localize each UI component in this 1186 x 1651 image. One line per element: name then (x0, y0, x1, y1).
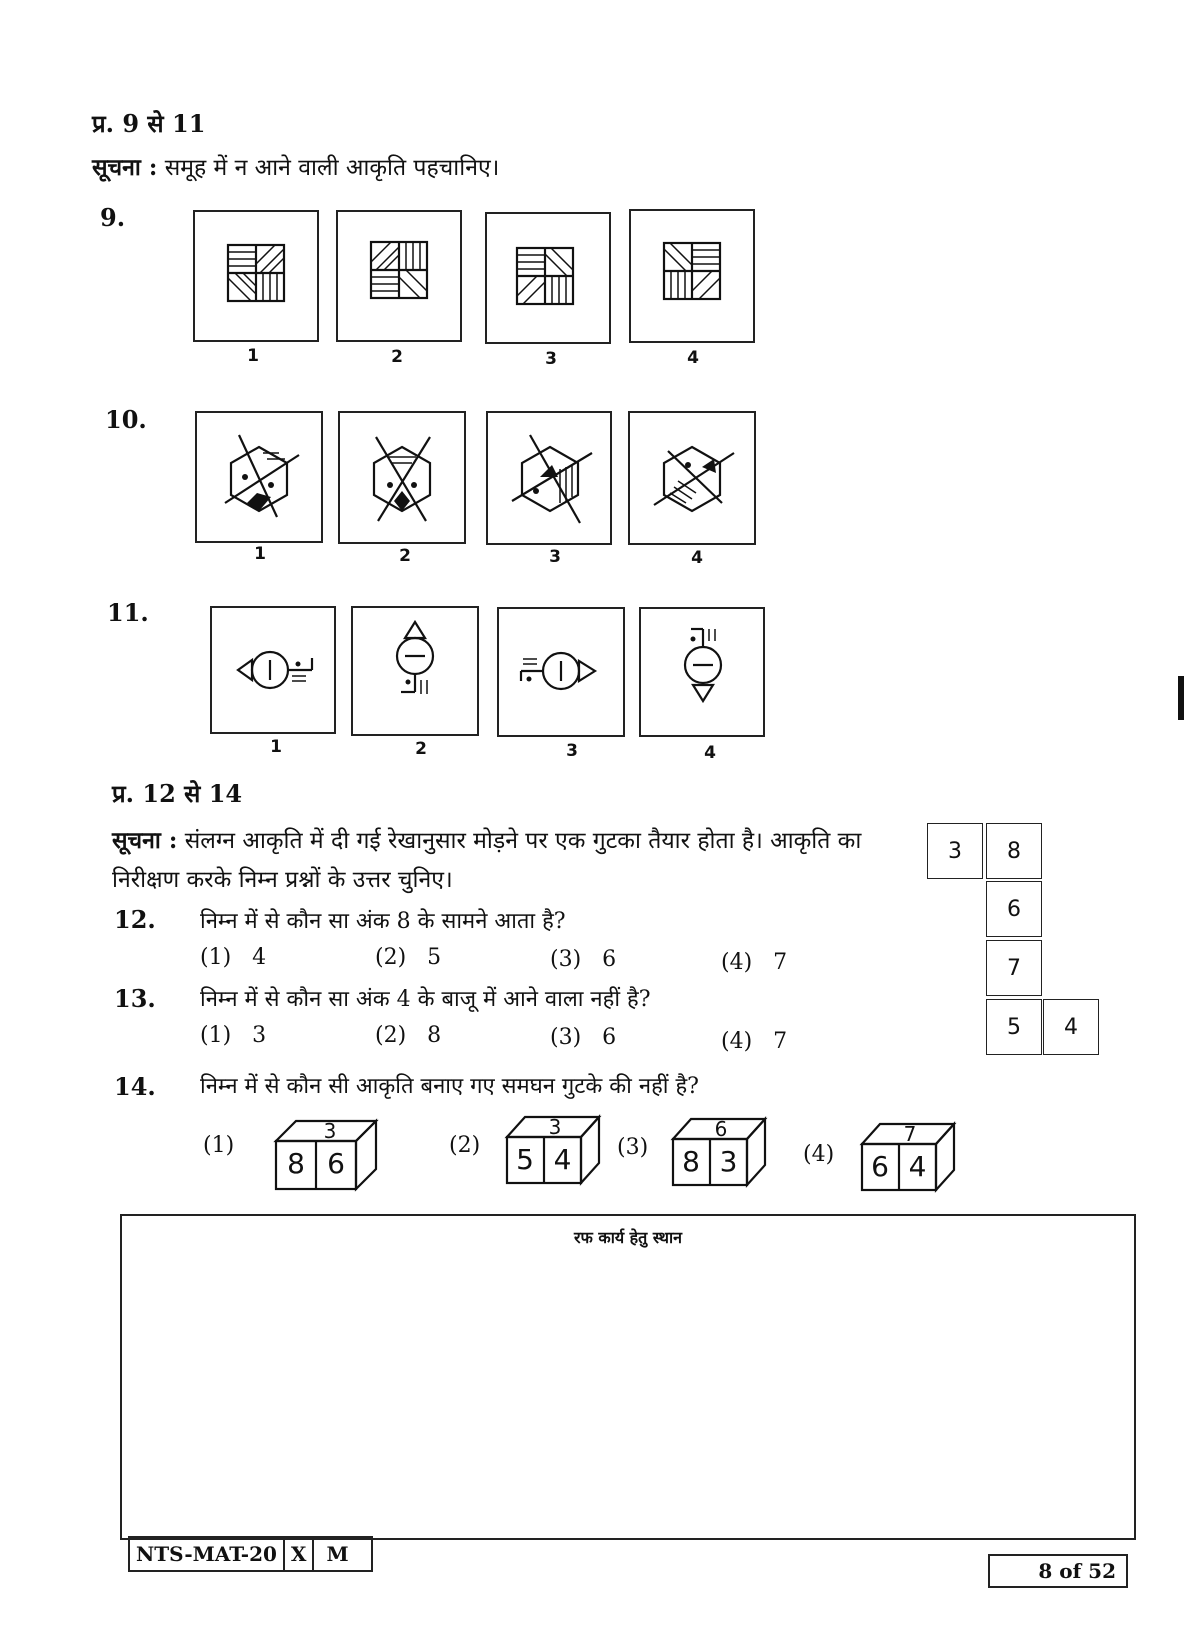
q11-figure-4[interactable] (639, 607, 765, 737)
section-heading-9-11: प्र. 9 से 11 (92, 109, 206, 138)
section-instruction-12-14-line2: निरीक्षण करके निम्न प्रश्नों के उत्तर चुनिए। (112, 867, 453, 893)
net-cell: 8 (986, 823, 1042, 879)
circle-triangle-symbol-icon (499, 609, 623, 735)
q13-option-1[interactable]: (1) 3 (200, 1023, 267, 1048)
page-number-box (988, 1554, 1128, 1588)
question-number-9: 9. (100, 203, 126, 232)
cube-front-face: 5 (516, 1143, 534, 1176)
q9-figure-3[interactable] (485, 212, 611, 344)
q14-option-4[interactable] (858, 1118, 958, 1198)
section-instruction-9-11 (92, 150, 499, 182)
q14-option-2-label: (2) (449, 1133, 481, 1158)
hatched-square-figure-icon (195, 212, 317, 340)
paper-class: X (285, 1538, 315, 1570)
hexagon-figure-icon (488, 413, 610, 543)
q9-label-3: 3 (545, 349, 557, 369)
instruction-text: समूह में न आने वाली आकृति पहचानिए। (164, 155, 500, 181)
question-number-13: 13. (114, 984, 156, 1013)
q14-option-1[interactable] (272, 1115, 382, 1193)
hexagon-figure-icon (340, 413, 464, 542)
q11-label-4: 4 (704, 743, 716, 763)
net-cell: 7 (986, 940, 1042, 996)
circle-triangle-symbol-icon (353, 608, 477, 734)
cube-side-face: 6 (327, 1147, 345, 1180)
cube-top-face: 6 (714, 1117, 728, 1141)
cube-side-face: 4 (908, 1150, 927, 1183)
net-cell: 5 (986, 999, 1042, 1055)
q9-label-4: 4 (687, 348, 699, 368)
cube-side-face: 3 (719, 1145, 738, 1178)
question-number-10: 10. (105, 405, 147, 434)
hatched-square-figure-icon (631, 211, 753, 341)
q14-option-2[interactable] (503, 1113, 603, 1191)
q11-label-1: 1 (270, 737, 282, 757)
q14-option-4-label: (4) (803, 1142, 835, 1167)
q11-figure-3[interactable] (497, 607, 625, 737)
q10-label-4: 4 (691, 548, 703, 568)
paper-code: NTS-MAT-20 (130, 1538, 285, 1570)
hatched-square-figure-icon (487, 214, 609, 342)
q9-figure-4[interactable] (629, 209, 755, 343)
cube-front-face: 6 (871, 1150, 889, 1183)
q9-label-2: 2 (391, 347, 403, 367)
q11-figure-1[interactable] (210, 606, 336, 734)
q10-label-2: 2 (399, 546, 411, 566)
q10-figure-2[interactable] (338, 411, 466, 544)
question-text-12: निम्न में से कौन सा अंक 8 के सामने आता है? (200, 909, 566, 934)
cube-net-figure (927, 823, 1102, 1058)
q9-label-1: 1 (247, 346, 259, 366)
question-number-11: 11. (107, 598, 149, 627)
cube-top-face: 7 (903, 1122, 917, 1146)
circle-triangle-symbol-icon (212, 608, 334, 732)
q13-option-2[interactable]: (2) 8 (375, 1023, 442, 1048)
hatched-square-figure-icon (338, 212, 460, 340)
q12-option-1[interactable]: (1) 4 (200, 945, 267, 970)
q10-figure-1[interactable] (195, 411, 323, 543)
rough-work-area[interactable] (120, 1214, 1136, 1540)
cube-front-face: 8 (682, 1145, 700, 1178)
hexagon-figure-icon (630, 413, 754, 543)
question-text-13: निम्न में से कौन सा अंक 4 के बाजू में आने वाला नहीं है? (200, 987, 651, 1012)
q13-option-3[interactable]: (3) 6 (550, 1025, 617, 1050)
cube-front-face: 8 (287, 1147, 305, 1180)
circle-triangle-symbol-icon (641, 609, 763, 735)
page-number: 8 of 52 (1038, 1559, 1116, 1583)
q9-figure-1[interactable] (193, 210, 319, 342)
q10-figure-3[interactable] (486, 411, 612, 545)
q11-label-2: 2 (415, 739, 427, 759)
q10-label-1: 1 (254, 544, 266, 564)
rough-work-title: रफ कार्य हेतु स्थान (573, 1228, 683, 1247)
q14-option-1-label: (1) (203, 1133, 235, 1158)
q13-option-4[interactable]: (4) 7 (721, 1029, 788, 1054)
q9-figure-2[interactable] (336, 210, 462, 342)
paper-set: M (326, 1542, 349, 1566)
margin-mark (1178, 676, 1184, 720)
q10-figure-4[interactable] (628, 411, 756, 545)
section-heading-12-14: प्र. 12 से 14 (112, 779, 243, 808)
instruction-label: सूचना : (92, 154, 158, 181)
net-cell: 4 (1043, 999, 1099, 1055)
instruction-label: सूचना : (112, 827, 178, 854)
q12-option-3[interactable]: (3) 6 (550, 947, 617, 972)
cube-side-face: 4 (553, 1143, 572, 1176)
q14-option-3-label: (3) (617, 1135, 649, 1160)
question-number-12: 12. (114, 905, 156, 934)
net-cell: 6 (986, 881, 1042, 937)
paper-code-box (128, 1536, 373, 1572)
q14-option-3[interactable] (669, 1113, 769, 1193)
q12-option-2[interactable]: (2) 5 (375, 945, 442, 970)
net-cell: 3 (927, 823, 983, 879)
section-instruction-12-14-line1 (112, 823, 902, 855)
question-text-14: निम्न में से कौन सी आकृति बनाए गए समघन गुटके की नहीं है? (200, 1074, 699, 1099)
q10-label-3: 3 (549, 547, 561, 567)
cube-top-face: 3 (323, 1119, 337, 1143)
q11-label-3: 3 (566, 741, 578, 761)
q12-option-4[interactable]: (4) 7 (721, 950, 788, 975)
hexagon-figure-icon (197, 413, 321, 541)
question-number-14: 14. (114, 1072, 156, 1101)
instruction-text-line1: संलग्न आकृति में दी गई रेखानुसार मोड़ने पर एक गुटका तैयार होता है। आकृति का (184, 828, 862, 854)
cube-top-face: 3 (548, 1115, 562, 1139)
q11-figure-2[interactable] (351, 606, 479, 736)
